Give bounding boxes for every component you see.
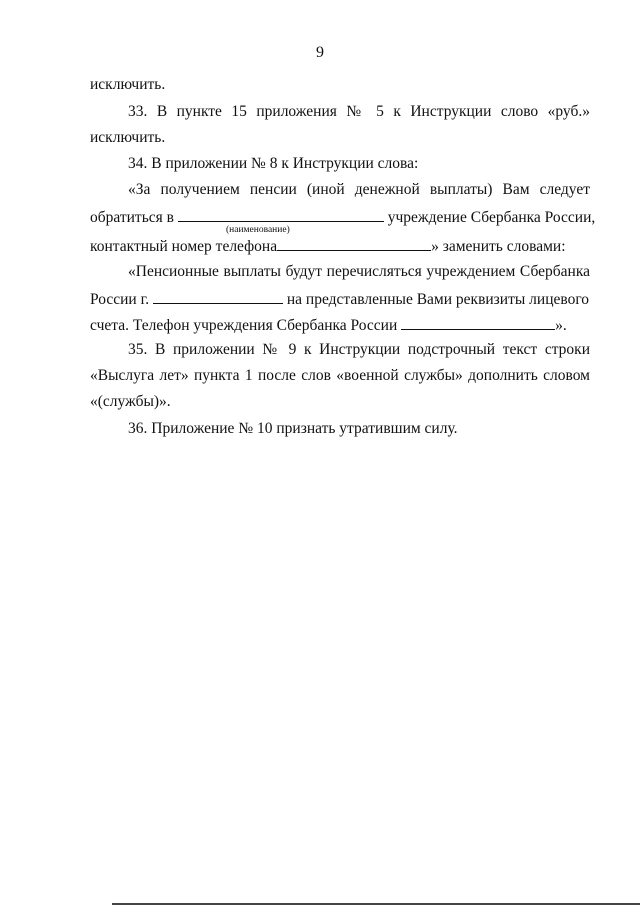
quote-2-line-1: «Пенсионные выплаты будут перечисляться учреждением Сбербанка (128, 263, 590, 280)
quote-2-line-3 (90, 315, 590, 335)
paragraph-36: 36. Приложение № 10 признать утратившим силу. (128, 420, 458, 437)
quote-2-line-2-start: России г. (90, 291, 150, 308)
quote-1-line-3-end: » заменить словами: (431, 238, 566, 255)
paragraph-33-line-1: 33. В пункте 15 приложения № 5 к Инструкции слово «руб.» (128, 103, 590, 120)
quote-2-line-3-end: ». (555, 317, 567, 334)
blank-line (178, 207, 384, 222)
paragraph-34: 34. В приложении № 8 к Инструкции слова: (128, 155, 419, 172)
quote-2-line-3-start: счета. Телефон учреждения Сбербанка России (90, 317, 398, 334)
paragraph-35-line-2: «Выслуга лет» пункта 1 после слов «военной службы» дополнить словом (90, 367, 590, 384)
quote-1-line-1: «За получением пенсии (иной денежной выплаты) Вам следует (128, 181, 590, 198)
page-number: 9 (316, 44, 324, 61)
text-line: исключить. (90, 76, 166, 93)
paragraph-35-line-1: 35. В приложении № 9 к Инструкции подстрочный текст строки (128, 341, 590, 358)
quote-2-line-2 (90, 289, 590, 309)
blank-line (401, 315, 555, 330)
blank-line (153, 289, 283, 304)
blank-line (277, 236, 431, 251)
subscript-label: (наименование) (226, 225, 290, 235)
quote-1-line-2-end: учреждение Сбербанка России, (387, 209, 596, 226)
paragraph-35-line-3: «(службы)». (90, 393, 171, 410)
quote-2-line-2-end: на представленные Вами реквизиты лицевого (286, 291, 590, 308)
quote-1-line-3 (90, 236, 590, 256)
paragraph-33-line-2: исключить. (90, 129, 166, 146)
quote-1-line-2-start: обратиться в (90, 209, 174, 226)
quote-1-line-3-start: контактный номер телефона (90, 238, 278, 255)
quote-1-line-2 (90, 207, 596, 227)
